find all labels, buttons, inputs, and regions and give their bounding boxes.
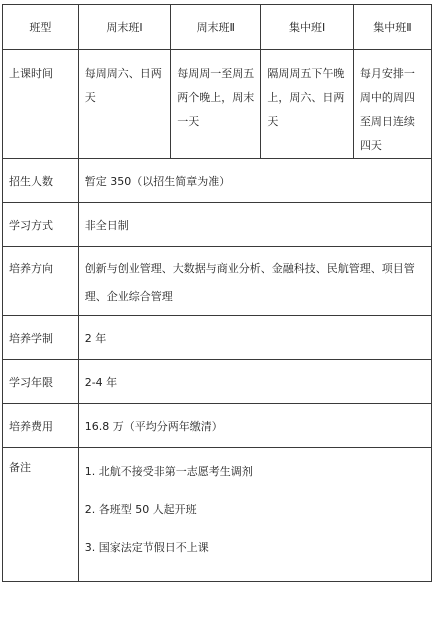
schedule-weekend-2: 每周周一至周五两个晚上，周末一天 — [171, 50, 261, 159]
table-row-fee — [3, 404, 432, 448]
schedule-intensive-2: 每月安排一周中的周四至周日连续四天 — [353, 50, 431, 159]
years-label: 学习年限 — [3, 360, 79, 404]
study-mode-value: 非全日制 — [78, 203, 431, 247]
table-row-notes — [3, 448, 432, 582]
table-row-direction — [3, 247, 432, 316]
notes-list — [85, 448, 425, 558]
years-value: 2-4 年 — [78, 360, 431, 404]
header-weekend-1: 周末班Ⅰ — [78, 5, 171, 50]
schedule-weekend-1: 每周周六、日两天 — [78, 50, 171, 159]
table-row-enrollment — [3, 159, 432, 203]
header-intensive-2: 集中班Ⅱ — [353, 5, 431, 50]
direction-label: 培养方向 — [3, 247, 79, 316]
direction-value: 创新与创业管理、大数据与商业分析、金融科技、民航管理、项目管理、企业综合管理 — [78, 247, 431, 316]
notes-value — [78, 448, 431, 582]
duration-label: 培养学制 — [3, 316, 79, 360]
table-row-years — [3, 360, 432, 404]
fee-value: 16.8 万（平均分两年缴清） — [78, 404, 431, 448]
list-item: 2. 各班型 50 人起开班 — [84, 503, 197, 516]
duration-value: 2 年 — [78, 316, 431, 360]
study-mode-label: 学习方式 — [3, 203, 79, 247]
program-info-table — [2, 4, 432, 582]
table-row-study-mode — [3, 203, 432, 247]
table-row-schedule — [3, 50, 432, 159]
table-row-duration — [3, 316, 432, 360]
header-intensive-1: 集中班Ⅰ — [261, 5, 354, 50]
enrollment-label: 招生人数 — [3, 159, 79, 203]
notes-label: 备注 — [3, 448, 79, 582]
list-item: 3. 国家法定节假日不上课 — [84, 541, 209, 554]
header-label-cell: 班型 — [3, 5, 79, 50]
list-item: 1. 北航不接受非第一志愿考生调剂 — [84, 465, 253, 478]
header-weekend-2: 周末班Ⅱ — [171, 5, 261, 50]
fee-label: 培养费用 — [3, 404, 79, 448]
schedule-intensive-1: 隔周周五下午晚上，周六、日两天 — [261, 50, 354, 159]
schedule-label: 上课时间 — [3, 50, 79, 159]
table-header-row — [3, 5, 432, 50]
enrollment-value: 暂定 350（以招生简章为准） — [78, 159, 431, 203]
